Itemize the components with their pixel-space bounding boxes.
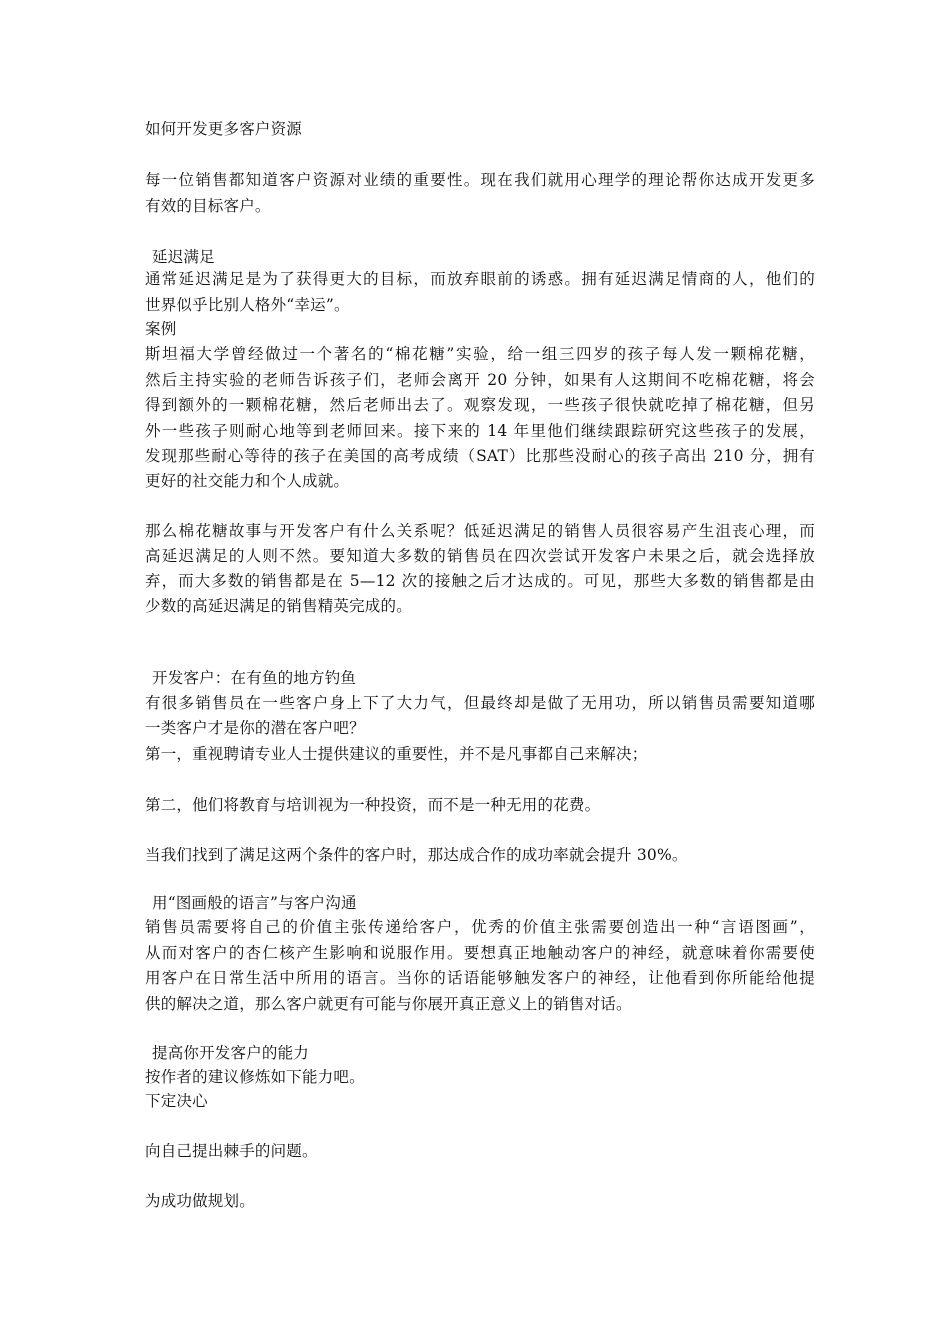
section1-para2-line-2: 高延迟满足的人则不然。要知道大多数的销售员在四次尝试开发客户未果之后，就会选择放 [145,547,815,565]
section3-line-1: 销售员需要将自己的价值主张传递给客户，优秀的价值主张需要创造出一种“言语图画”， [145,918,815,936]
case-line-6: 更好的社交能力和个人成就。 [145,472,350,490]
section1-line-1: 通常延迟满足是为了获得更大的目标，而放弃眼前的诱惑。拥有延迟满足情商的人，他们的 [145,270,815,288]
section-heading-improve-ability: 提高你开发客户的能力 [152,1044,310,1062]
case-line-5: 发现那些耐心等待的孩子在美国的高考成绩（SAT）比那些没耐心的孩子高出 210 分，拥有 [145,447,815,465]
intro-line-2: 有效的目标客户。 [145,197,271,215]
section-heading-delayed-gratification: 延迟满足 [152,248,215,266]
document-title: 如何开发更多客户资源 [145,120,303,138]
case-line-4: 外一些孩子则耐心地等到老师回来。接下来的 14 年里他们继续跟踪研究这些孩子的发展， [145,422,815,440]
section2-first-point: 第一，重视聘请专业人士提供建议的重要性，并不是凡事都自己来解决； [145,745,648,763]
section1-para2-line-4: 少数的高延迟满足的销售精英完成的。 [145,597,412,615]
section-heading-develop-customers: 开发客户：在有鱼的地方钓鱼 [152,669,357,687]
section2-conclusion: 当我们找到了满足这两个条件的客户时，那达成合作的成功率就会提升 30%。 [145,846,688,864]
section4-item-3: 为成功做规划。 [145,1192,255,1210]
section3-line-4: 供的解决之道，那么客户就更有可能与你展开真正意义上的销售对话。 [145,995,632,1013]
section4-lead: 按作者的建议修炼如下能力吧。 [145,1068,365,1086]
section2-line-1: 有很多销售员在一些客户身上下了大力气，但最终却是做了无用功，所以销售员需要知道哪 [145,694,815,712]
case-line-3: 得到额外的一颗棉花糖，然后老师出去了。观察发现，一些孩子很快就吃掉了棉花糖，但另 [145,396,815,414]
section4-item-2: 向自己提出棘手的问题。 [145,1142,318,1160]
section1-para2-line-3: 弃，而大多数的销售都是在 5—12 次的接触之后才达成的。可见，那些大多数的销售都是由 [145,572,815,590]
section4-item-1: 下定决心 [145,1092,208,1110]
section3-line-2: 从而对客户的杏仁核产生影响和说服作用。要想真正地触动客户的神经，就意味着你需要使 [145,944,815,962]
section-heading-picture-language: 用“图画般的语言”与客户沟通 [152,894,357,912]
intro-line-1: 每一位销售都知道客户资源对业绩的重要性。现在我们就用心理学的理论帮你达成开发更多 [145,171,815,189]
case-label: 案例 [145,320,177,338]
section1-para2-line-1: 那么棉花糖故事与开发客户有什么关系呢？低延迟满足的销售人员很容易产生沮丧心理，而 [145,522,815,540]
case-line-2: 然后主持实验的老师告诉孩子们，老师会离开 20 分钟，如果有人这期间不吃棉花糖，将会 [145,371,815,389]
section2-line-2: 一类客户才是你的潜在客户吧？ [145,719,365,737]
section1-line-2: 世界似乎比别人格外“幸运”。 [145,296,350,314]
case-line-1: 斯坦福大学曾经做过一个著名的“棉花糖”实验，给一组三四岁的孩子每人发一颗棉花糖， [145,345,815,363]
section3-line-3: 用客户在日常生活中所用的语言。当你的话语能够触发客户的神经，让他看到你所能给他提 [145,969,815,987]
section2-second-point: 第二，他们将教育与培训视为一种投资，而不是一种无用的花费。 [145,796,601,814]
